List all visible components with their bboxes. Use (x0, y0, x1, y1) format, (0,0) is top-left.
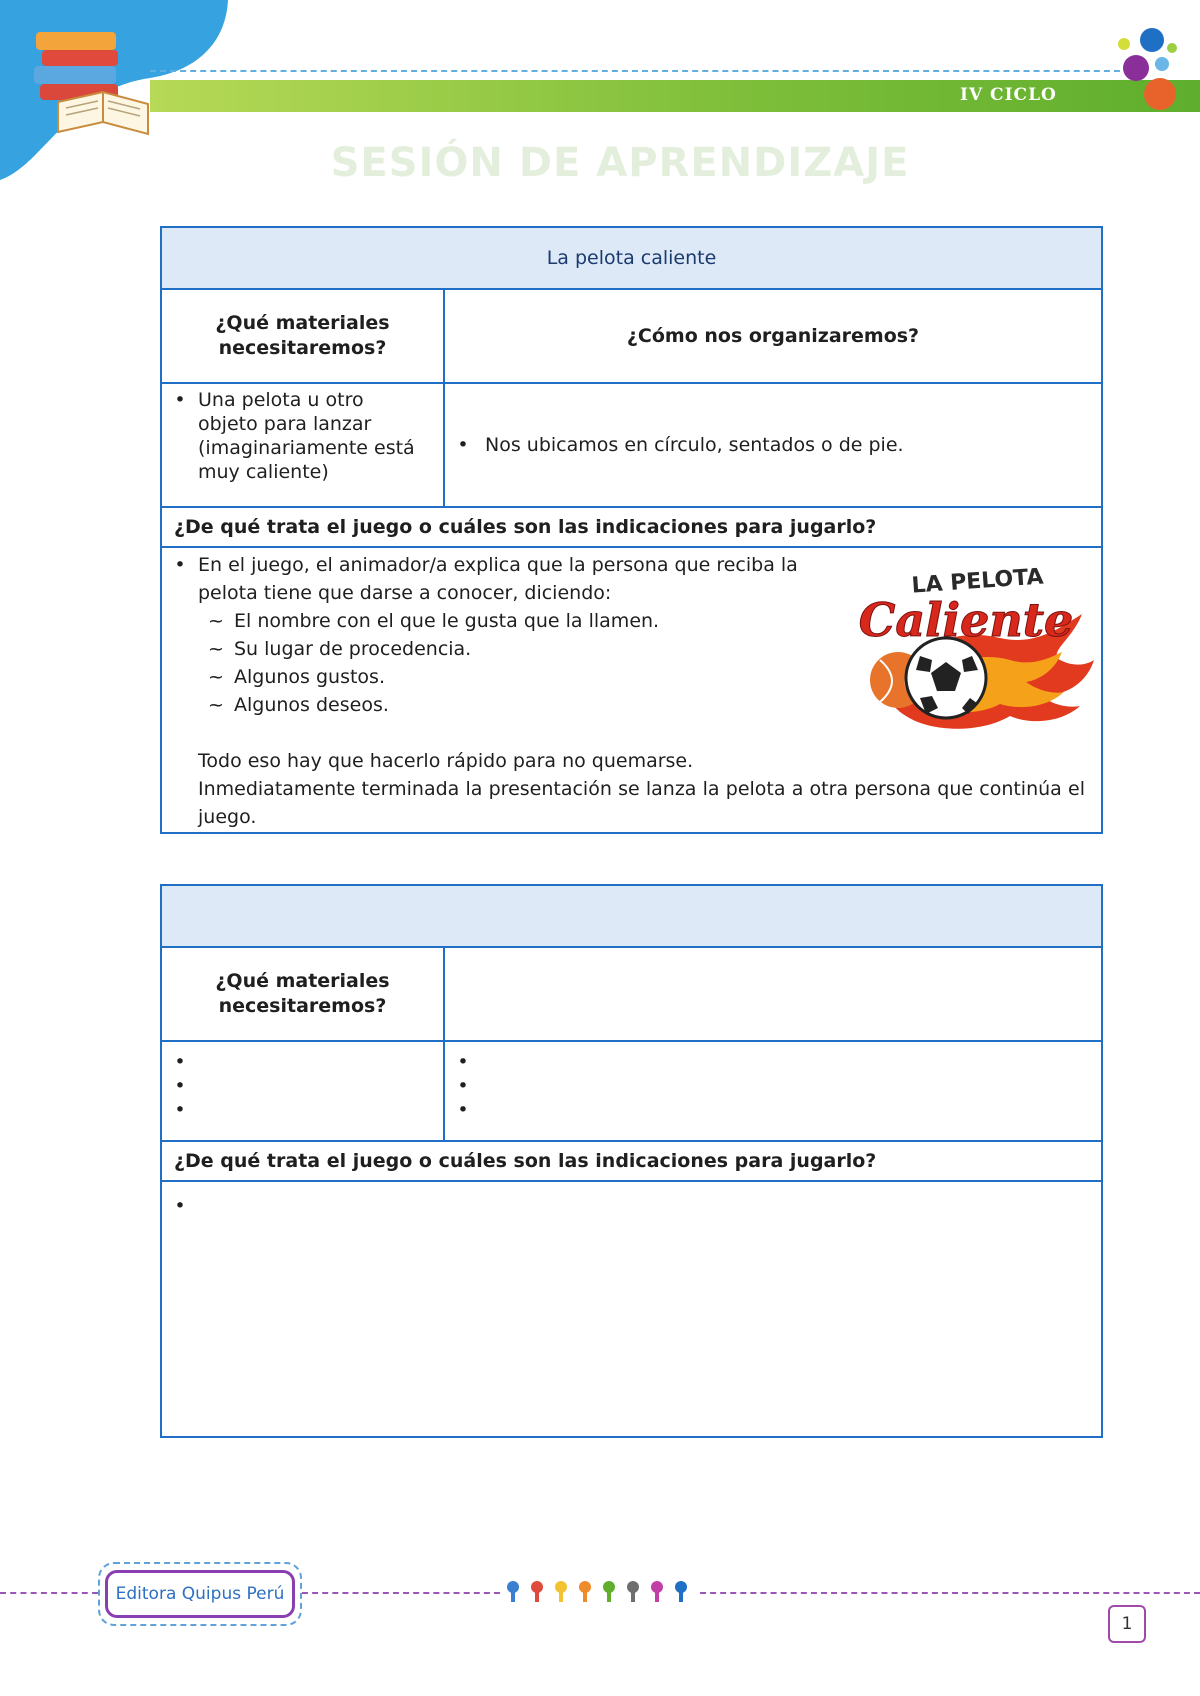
game-question-row (162, 508, 1101, 548)
materials-answer (162, 384, 445, 506)
footer-dashed-line-left (0, 1592, 98, 1594)
questions-row (162, 290, 1101, 384)
game-question: ¿De qué trata el juego o cuáles son las indicaciones para jugarlo? (174, 1150, 877, 1172)
list-item: • (457, 1075, 469, 1097)
activity-table-1 (160, 226, 1103, 834)
footer-dashed-line-right (700, 1592, 1200, 1594)
game-question-row (162, 1142, 1101, 1182)
game-outro-1: Todo eso hay que hacerlo rápido para no quemarse. (198, 750, 694, 772)
page-title: SESIÓN DE APRENDIZAJE (330, 140, 910, 186)
materials-answer-blank (162, 1042, 445, 1140)
answers-row (162, 384, 1101, 508)
materials-question: ¿Qué materiales necesitaremos? (162, 290, 445, 382)
list-item: ~ Algunos deseos. (208, 694, 389, 716)
list-item: • (174, 1099, 186, 1121)
header-dashed-line (150, 70, 1140, 72)
footer-dashed-line-mid (302, 1592, 500, 1594)
activity-title: La pelota caliente (546, 247, 717, 269)
activity-title-row (162, 228, 1101, 290)
list-item: • (457, 1099, 469, 1121)
list-item: • (174, 1195, 186, 1217)
game-description-blank (162, 1182, 1101, 1436)
list-item: • (174, 1051, 186, 1073)
page-number: 1 (1108, 1605, 1146, 1643)
pelota-caliente-logo (850, 548, 1098, 738)
organize-question-blank (445, 948, 1101, 1040)
logo-line-1: LA PELOTA (910, 564, 1045, 599)
list-item: ~ Algunos gustos. (208, 666, 385, 688)
list-item: • En el juego, el animador/a explica que la persona que reciba la pelota tiene que darse a conocer, diciendo: (162, 551, 1085, 607)
list-item: • Una pelota u otro objeto para lanzar (imaginariamente está muy caliente) (174, 389, 415, 483)
colored-dots-decoration (1110, 26, 1200, 116)
publisher-badge: Editora Quipus Perú (105, 1570, 295, 1618)
organize-question: ¿Cómo nos organizaremos? (626, 324, 920, 347)
questions-row (162, 948, 1101, 1042)
organization-answer (445, 384, 1101, 506)
quipu-figures-decoration (505, 1578, 695, 1604)
game-question: ¿De qué trata el juego o cuáles son las indicaciones para jugarlo? (174, 516, 877, 538)
cycle-label: IV CICLO (960, 85, 1057, 105)
list-item: ~ Su lugar de procedencia. (208, 638, 472, 660)
game-intro: En el juego, el animador/a explica que la persona que reciba la pelota tiene que darse a conocer, diciendo: (198, 554, 798, 604)
list-item: • (457, 1051, 469, 1073)
list-item: ~ El nombre con el que le gusta que la llamen. (208, 610, 660, 632)
game-outro-2: Inmediatamente terminada la presentación se lanza la pelota a otra persona que continúa el juego. (198, 778, 1085, 828)
logo-line-2: Caliente (858, 593, 1074, 647)
activity-title-row-blank (162, 886, 1101, 948)
activity-table-2 (160, 884, 1103, 1438)
answers-row (162, 1042, 1101, 1142)
materials-question: ¿Qué materiales necesitaremos? (162, 948, 445, 1040)
list-item: • (174, 1075, 186, 1097)
game-description-row-blank (162, 1182, 1101, 1436)
organization-answer-blank (445, 1042, 1101, 1140)
books-icon (28, 22, 168, 142)
list-item: • Nos ubicamos en círculo, sentados o de pie. (457, 434, 904, 456)
